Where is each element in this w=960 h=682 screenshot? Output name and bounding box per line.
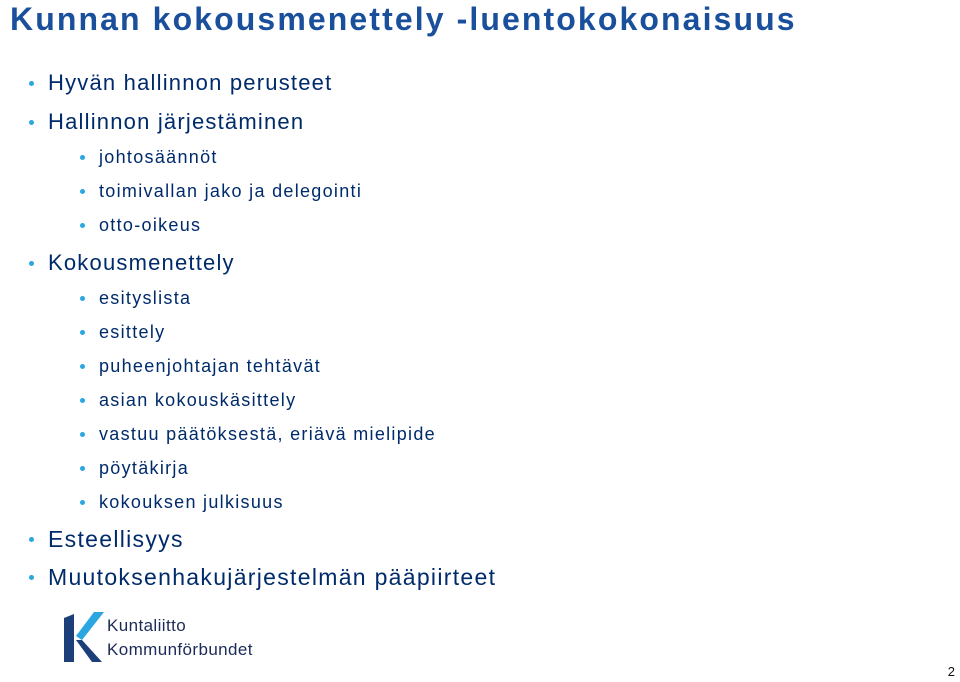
logo-text-line2: Kommunförbundet xyxy=(107,640,253,659)
bullet-text: toimivallan jako ja delegointi xyxy=(99,181,363,201)
bullet-text: Muutoksenhakujärjestelmän pääpiirteet xyxy=(48,564,497,590)
bullet-item-level1 xyxy=(48,70,332,96)
bullet-item-level2 xyxy=(99,389,296,411)
bullet-item-level2 xyxy=(99,214,201,236)
bullet-item-level1 xyxy=(48,564,496,590)
bullet-item-level2 xyxy=(99,180,362,202)
bullet-text: Hallinnon järjestäminen xyxy=(48,109,305,134)
bullet-dot-icon xyxy=(80,500,85,505)
bullet-item-level2 xyxy=(99,355,321,377)
bullet-text: pöytäkirja xyxy=(99,458,190,478)
bullet-dot-icon xyxy=(80,466,85,471)
bullet-text: otto-oikeus xyxy=(99,215,202,235)
page-number: 2 xyxy=(947,664,955,679)
bullet-dot-icon xyxy=(80,155,85,160)
bullet-text: vastuu päätöksestä, eriävä mielipide xyxy=(99,424,436,444)
bullet-item-level2 xyxy=(99,146,218,168)
bullet-text: Kokousmenettely xyxy=(48,250,235,275)
bullet-dot-icon xyxy=(29,261,34,266)
bullet-text: esityslista xyxy=(99,288,192,308)
bullet-text: Hyvän hallinnon perusteet xyxy=(48,70,333,95)
bullet-text: kokouksen julkisuus xyxy=(99,492,284,512)
bullet-item-level2 xyxy=(99,423,436,445)
bullet-item-level2 xyxy=(99,457,189,479)
bullet-dot-icon xyxy=(29,120,34,125)
bullet-dot-icon xyxy=(80,364,85,369)
bullet-dot-icon xyxy=(80,189,85,194)
bullet-item-level1 xyxy=(48,109,304,135)
bullet-dot-icon xyxy=(80,398,85,403)
bullet-dot-icon xyxy=(29,81,34,86)
bullet-dot-icon xyxy=(29,537,34,542)
bullet-item-level1 xyxy=(48,526,184,552)
bullet-item-level1 xyxy=(48,250,235,276)
bullet-text: Esteellisyys xyxy=(48,526,184,552)
bullet-dot-icon xyxy=(29,575,34,580)
bullet-item-level2 xyxy=(99,321,165,343)
bullet-dot-icon xyxy=(80,223,85,228)
bullet-text: johtosäännöt xyxy=(99,147,218,167)
bullet-dot-icon xyxy=(80,296,85,301)
bullet-text: puheenjohtajan tehtävät xyxy=(99,356,322,376)
bullet-item-level2 xyxy=(99,491,284,513)
slide-title: Kunnan kokousmenettely -luentokokonaisuus xyxy=(10,1,797,37)
logo-text-line1: Kuntaliitto xyxy=(107,616,187,635)
bullet-text: asian kokouskäsittely xyxy=(99,390,297,410)
bullet-text: esittely xyxy=(99,322,166,342)
bullet-dot-icon xyxy=(80,432,85,437)
bullet-dot-icon xyxy=(80,330,85,335)
bullet-item-level2 xyxy=(99,287,191,309)
